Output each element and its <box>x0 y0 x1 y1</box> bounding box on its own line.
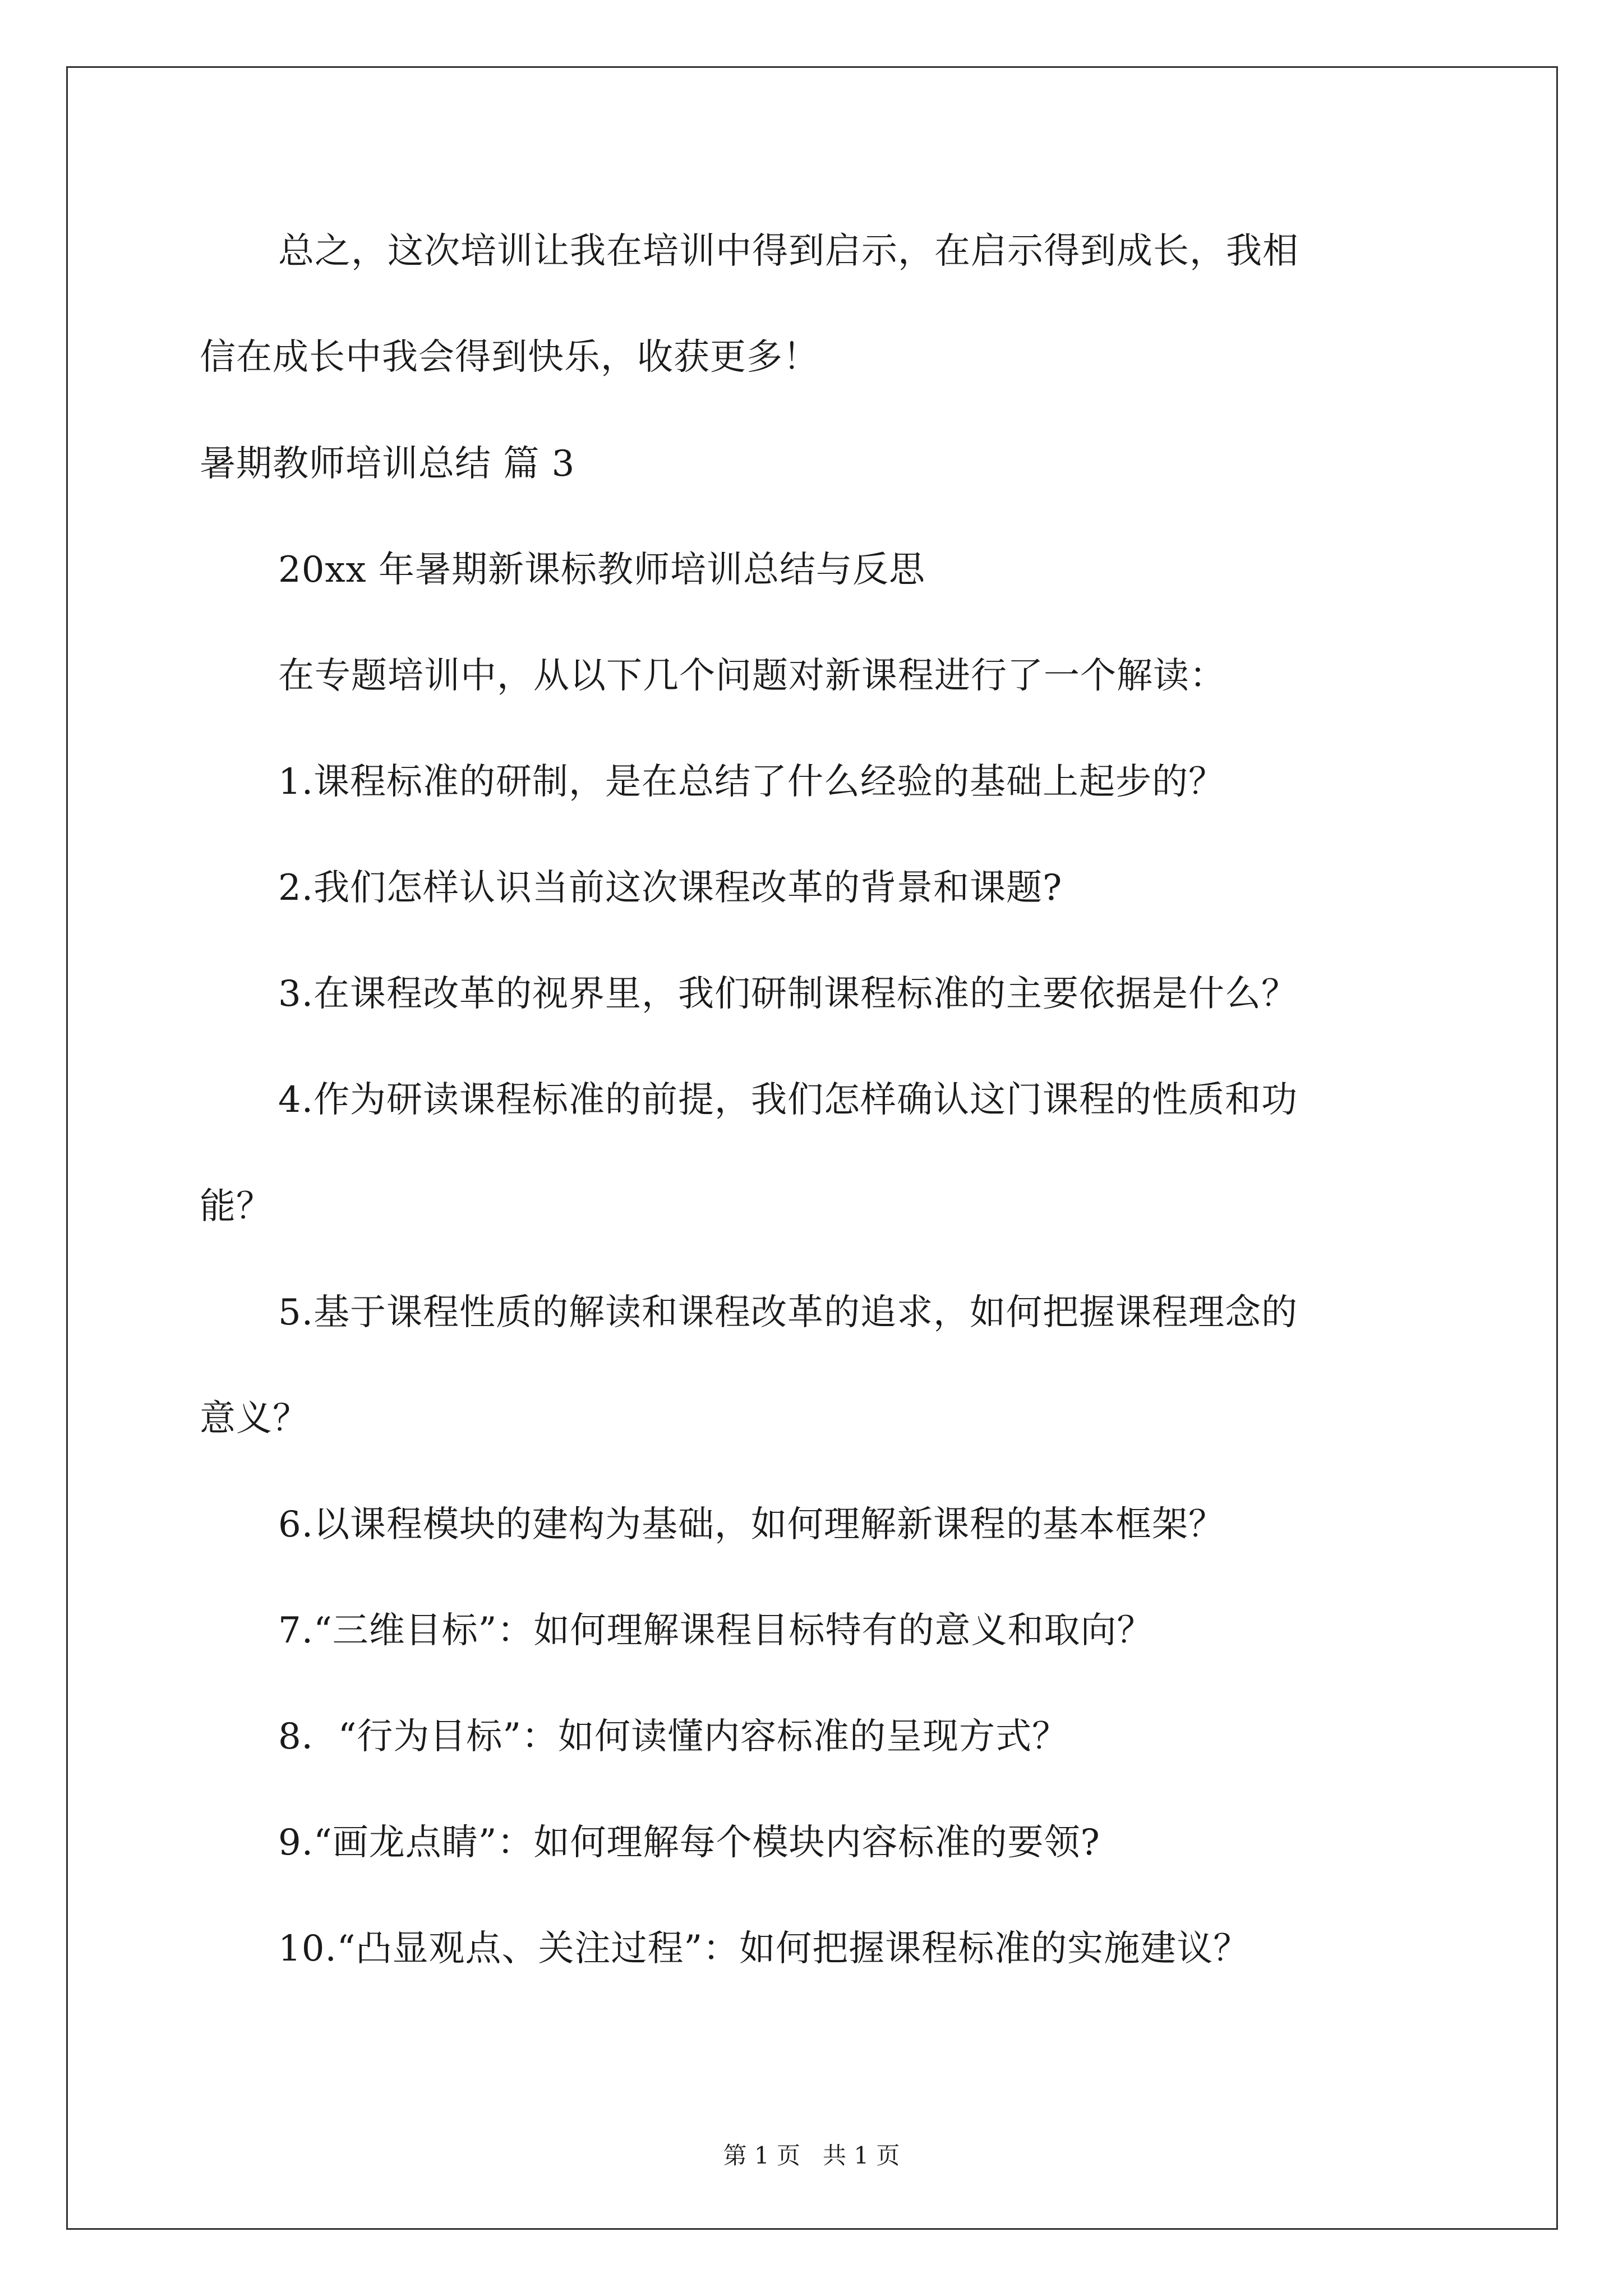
list-item: 8．“行为目标”：如何读懂内容标准的呈现方式？ <box>278 1716 1069 1757</box>
paragraph-conclusion-continued: 信在成长中我会得到快乐，收获更多！ <box>200 337 819 378</box>
document-subtitle: 20xx 年暑期新课标教师培训总结与反思 <box>278 549 925 591</box>
list-item: 10.“凸显观点、关注过程”：如何把握课程标准的实施建议？ <box>278 1928 1250 1970</box>
list-item: 4.作为研读课程标准的前提，我们怎样确认这门课程的性质和功 <box>278 1079 1298 1121</box>
list-item: 3.在课程改革的视界里，我们研制课程标准的主要依据是什么？ <box>278 973 1298 1015</box>
list-item: 6.以课程模块的建构为基础，如何理解新课程的基本框架？ <box>278 1504 1225 1545</box>
list-item: 5.基于课程性质的解读和课程改革的追求，如何把握课程理念的 <box>278 1292 1298 1333</box>
page-number: 第 1 页 <box>723 2142 800 2169</box>
page-border <box>66 66 1558 2230</box>
list-item: 7.“三维目标”：如何理解课程目标特有的意义和取向？ <box>278 1610 1154 1651</box>
list-item-continued: 意义？ <box>200 1398 309 1439</box>
paragraph-intro: 在专题培训中，从以下几个问题对新课程进行了一个解读： <box>278 655 1226 697</box>
list-item-continued: 能？ <box>200 1186 273 1227</box>
page-total: 共 1 页 <box>823 2142 900 2169</box>
list-item: 9.“画龙点睛”：如何理解每个模块内容标准的要领? <box>278 1822 1100 1864</box>
section-heading: 暑期教师培训总结 篇 3 <box>200 443 575 485</box>
list-item: 2.我们怎样认识当前这次课程改革的背景和课题? <box>278 867 1063 909</box>
page-footer <box>0 2144 1623 2168</box>
paragraph-conclusion: 总之，这次培训让我在培训中得到启示，在启示得到成长，我相 <box>278 231 1299 272</box>
list-item: 1.课程标准的研制，是在总结了什么经验的基础上起步的？ <box>278 761 1225 803</box>
